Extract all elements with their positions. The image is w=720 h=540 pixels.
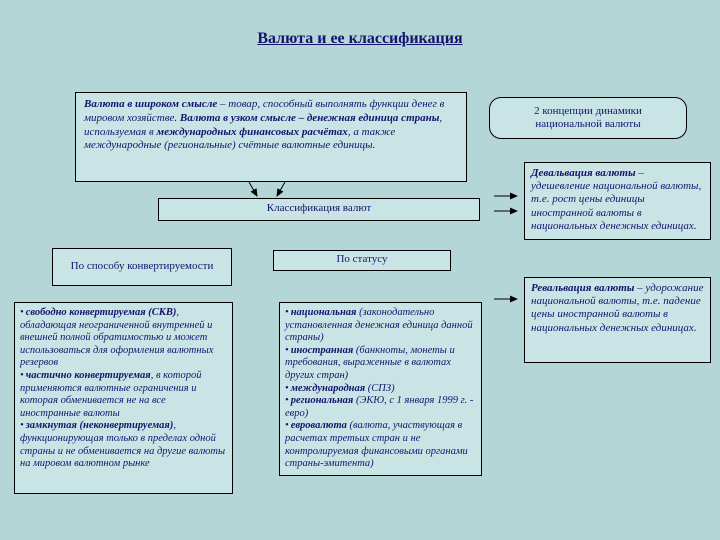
item-text: (ЭКЮ, с 1 января 1999 г. - евро): [285, 395, 474, 419]
arrow-definition-to-classification-right: [277, 182, 285, 196]
item-term: международная: [290, 382, 366, 394]
revaluation-box: [524, 277, 711, 363]
list-item: [285, 383, 476, 396]
slide-title: Валюта и ее классификация: [257, 30, 463, 47]
item-text: , обладающая неограниченной внутренней и внешней полной обратимостью и может использоваться для оформления валютных резервов: [20, 307, 214, 369]
item-text: (валюта, участвующая в расчетах третьих стран и не контролируемая финансовыми органами страны-эмитента): [285, 420, 468, 470]
list-item: [20, 307, 227, 370]
definition-text: , используемая в: [84, 111, 443, 138]
item-term: иностранная: [290, 344, 354, 356]
devaluation-text: – удешевление национальной валюты, т.е. рост цены единицы иностранной валюты в национальных денежных единицах.: [531, 167, 702, 232]
definition-term: Валюта в широком смысле: [84, 98, 218, 110]
branch-convertibility-box: [52, 248, 232, 286]
classification-box: Классификация валют: [158, 198, 480, 221]
item-term: замкнутая (неконвертируемая): [25, 420, 174, 432]
definition-term: Валюта в узком смысле – денежная единица страны: [179, 111, 440, 124]
convertibility-list-box: [14, 302, 233, 494]
branch-convertibility-label: По способу конвертируемости: [70, 260, 214, 273]
item-term: частично конвертируемая: [25, 369, 151, 381]
revaluation-text: – удорожание национальной валюты, т.е. падение цены иностранной валюты в национальных денежных единицах.: [531, 282, 704, 334]
list-item: [285, 307, 476, 345]
item-text: (банкноты, монеты и требования, выраженные в валютах других стран): [285, 344, 455, 381]
item-text: (законодательно установленная денежная единица данной страны): [285, 307, 473, 344]
concepts-note-box: [489, 97, 687, 139]
definition-text: – товар, способный выполнять функции денег в мировом хозяйстве.: [84, 98, 445, 124]
item-term: национальная: [290, 307, 357, 318]
arrow-definition-to-classification-left: [249, 182, 257, 196]
item-term: евровалюта: [290, 420, 347, 432]
status-list-box: [279, 302, 482, 476]
item-text: , в которой применяются валютные ограничения и которая обменивается не на все иностранные валюты: [20, 369, 202, 419]
item-term: региональная: [290, 395, 354, 407]
item-text: (СПЗ): [365, 382, 395, 394]
branch-status-box: По статусу: [273, 250, 451, 271]
list-item: [20, 420, 227, 470]
list-item: [285, 420, 476, 470]
item-term: свободно конвертируемая (СКВ): [25, 307, 177, 318]
revaluation-term: Ревальвация валюты: [531, 282, 635, 294]
item-text: , функционирующая только в пределах одной страны и не обменивается на другие валюты на мировом валютном рынке: [20, 420, 226, 470]
definition-text: , а также международные (региональные) счётные валютные единицы.: [84, 125, 396, 152]
concepts-note-text: 2 концепции динамики национальной валюты: [534, 104, 642, 130]
definition-box: [75, 92, 467, 182]
list-item: [285, 395, 476, 420]
devaluation-term: Девальвация валюты: [531, 167, 636, 179]
list-item: [20, 370, 227, 420]
list-item: [285, 345, 476, 383]
devaluation-box: [524, 162, 711, 240]
definition-term: международных финансовых расчётах: [156, 125, 348, 138]
